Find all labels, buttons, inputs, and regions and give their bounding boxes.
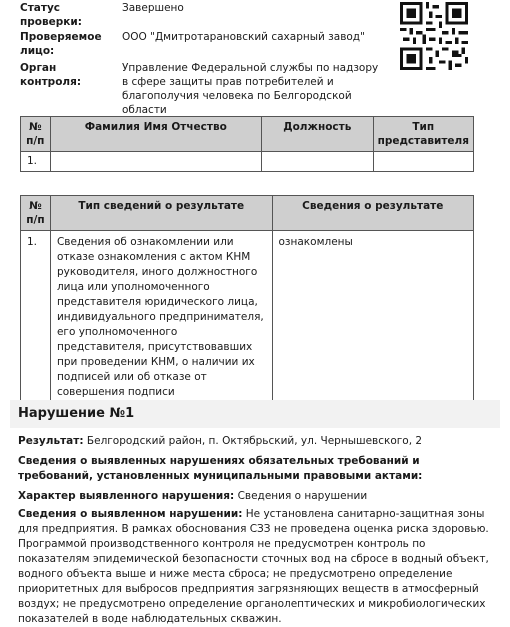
- authority-value: Управление Федеральной службы по надзору в сфере защиты прав потребителей и благополучия человека по Белгородской области: [122, 62, 379, 116]
- result-label: Результат:: [18, 435, 84, 447]
- cell-representative-type: [373, 152, 473, 172]
- cell-position: [262, 152, 374, 172]
- col-header-position: Должность: [262, 117, 374, 152]
- details-label: Сведения о выявленном нарушении:: [18, 508, 243, 520]
- table-row: [21, 231, 474, 403]
- authority-row: [20, 61, 380, 117]
- violation-header: [10, 400, 500, 428]
- subject-value: ООО "Дмитротарановский сахарный завод": [122, 31, 365, 43]
- col-header-number: № п/п: [21, 196, 51, 231]
- result-value: Белгородский район, п. Октябрьский, ул. Чернышевского, 2: [86, 435, 423, 447]
- violations-heading: Сведения о выявленных нарушениях обязательных требований и требований, установленных муниципальными правовыми актами:: [18, 455, 423, 482]
- inspection-info: [20, 0, 380, 117]
- status-row: [20, 1, 380, 29]
- character-label: Характер выявленного нарушения:: [18, 490, 235, 502]
- cell-number: 1.: [21, 152, 51, 172]
- col-header-representative-type: Тип представителя: [373, 117, 473, 152]
- representatives-table: [20, 116, 474, 172]
- col-header-result-type: Тип сведений о результате: [50, 196, 272, 231]
- details-paragraph: [18, 507, 490, 627]
- details-value: Не установлена санитарно-защитная зоны для предприятия. В рамках обоснования СЗЗ не проведена оценка риска здоровью. Программой производственного контроля не предусмотрен контроль по показателям эпидемической безопасности сточных вод на сбросе в водный объект, водного объекта выше и ниже места сброса; не предусмотрено определение приоритетных для выбросов предприятия загрязняющих веществ в атмосферный воздух; не предусмотрено определение органолептических и микробиологических показателей в воде наблюдательных скважин.: [18, 508, 489, 625]
- results-table: [20, 195, 474, 403]
- subject-row: [20, 30, 380, 58]
- col-header-full-name: Фамилия Имя Отчество: [50, 117, 262, 152]
- authority-label: Орган контроля:: [20, 62, 82, 88]
- cell-full-name: [50, 152, 262, 172]
- col-header-number: № п/п: [21, 117, 51, 152]
- table-header-row: [21, 117, 474, 152]
- character-line: [18, 489, 490, 504]
- status-value: Завершено: [122, 2, 184, 14]
- table-header-row: [21, 196, 474, 231]
- status-label: Статус проверки:: [20, 2, 82, 28]
- col-header-result-info: Сведения о результате: [272, 196, 474, 231]
- violation-title: Нарушение №1: [18, 406, 135, 421]
- cell-result-info: ознакомлены: [272, 231, 474, 403]
- character-value: Сведения о нарушении: [237, 490, 368, 502]
- result-line: [18, 434, 490, 449]
- qr-code: [400, 0, 468, 72]
- cell-result-type: Сведения об ознакомлении или отказе ознакомления с актом КНМ руководителя, иного должностного лица или уполномоченного представителя юридического лица, индивидуального предпринимателя, его уполномоченного представителя, присутствовавших при проведении КНМ, о наличии их подписей или об отказе от совершения подписи: [50, 231, 272, 403]
- table-row: [21, 152, 474, 172]
- subject-label: Проверяемое лицо:: [20, 31, 102, 57]
- cell-number: 1.: [21, 231, 51, 403]
